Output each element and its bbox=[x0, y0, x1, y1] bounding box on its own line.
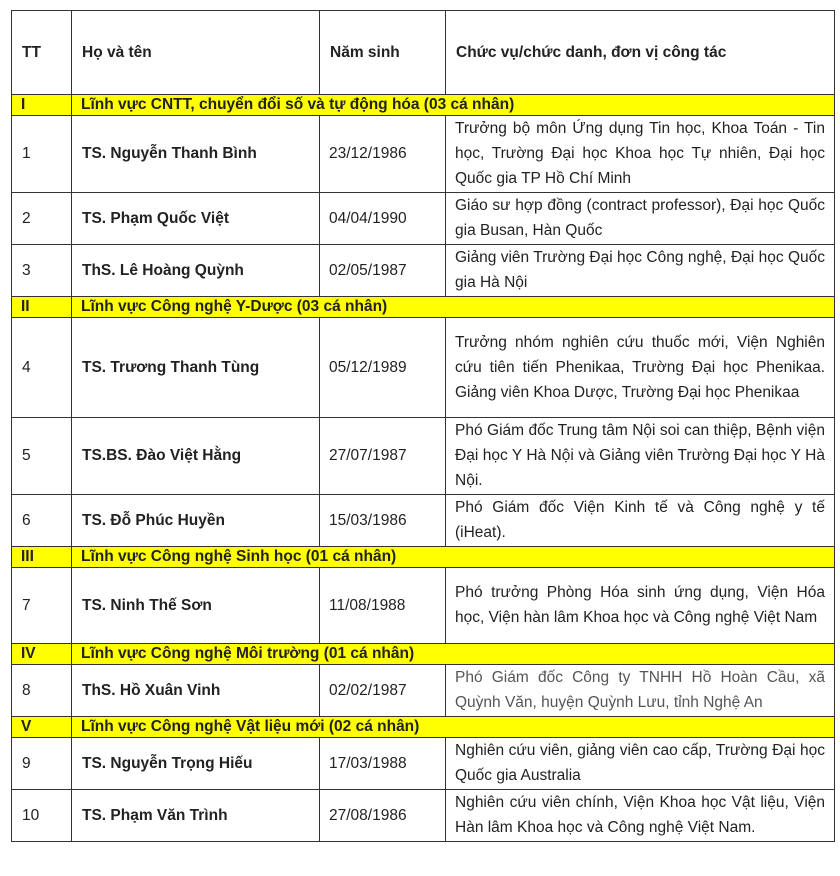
row-position: Phó Giám đốc Viện Kinh tế và Công nghệ y tế (iHeat). bbox=[446, 495, 835, 547]
table-row bbox=[12, 245, 835, 297]
table-row bbox=[12, 193, 835, 245]
header-position: Chức vụ/chức danh, đơn vị công tác bbox=[446, 11, 835, 95]
row-birth: 17/03/1988 bbox=[320, 738, 446, 790]
row-tt: 5 bbox=[12, 418, 72, 495]
row-tt: 3 bbox=[12, 245, 72, 297]
row-birth: 05/12/1989 bbox=[320, 318, 446, 418]
row-position: Phó Giám đốc Trung tâm Nội soi can thiệp, Bệnh viện Đại học Y Hà Nội và Giảng viên Trường Đại học Y Hà Nội. bbox=[446, 418, 835, 495]
header-name: Họ và tên bbox=[72, 11, 320, 95]
row-tt: 4 bbox=[12, 318, 72, 418]
section-num: II bbox=[12, 297, 72, 318]
section-title: Lĩnh vực Công nghệ Sinh học (01 cá nhân) bbox=[72, 547, 835, 568]
section-title: Lĩnh vực Công nghệ Vật liệu mới (02 cá nhân) bbox=[72, 717, 835, 738]
section-row bbox=[12, 717, 835, 738]
row-tt: 6 bbox=[12, 495, 72, 547]
row-tt: 9 bbox=[12, 738, 72, 790]
row-position: Giảng viên Trường Đại học Công nghệ, Đại học Quốc gia Hà Nội bbox=[446, 245, 835, 297]
row-name: TS. Đỗ Phúc Huyền bbox=[72, 495, 320, 547]
section-row bbox=[12, 547, 835, 568]
section-num: V bbox=[12, 717, 72, 738]
row-tt: 10 bbox=[12, 790, 72, 842]
section-num: IV bbox=[12, 644, 72, 665]
table-row bbox=[12, 318, 835, 418]
table-row bbox=[12, 116, 835, 193]
row-name: TS. Nguyễn Trọng Hiếu bbox=[72, 738, 320, 790]
section-row bbox=[12, 644, 835, 665]
row-tt: 7 bbox=[12, 568, 72, 644]
row-birth: 27/07/1987 bbox=[320, 418, 446, 495]
section-row bbox=[12, 297, 835, 318]
row-birth: 02/02/1987 bbox=[320, 665, 446, 717]
section-num: III bbox=[12, 547, 72, 568]
row-birth: 02/05/1987 bbox=[320, 245, 446, 297]
table-header-row bbox=[12, 11, 835, 95]
row-birth: 11/08/1988 bbox=[320, 568, 446, 644]
row-tt: 2 bbox=[12, 193, 72, 245]
row-name: TS. Ninh Thế Sơn bbox=[72, 568, 320, 644]
row-position: Phó trưởng Phòng Hóa sinh ứng dụng, Viện Hóa học, Viện hàn lâm Khoa học và Công nghệ Việt Nam bbox=[446, 568, 835, 644]
row-name: TS. Phạm Quốc Việt bbox=[72, 193, 320, 245]
section-num: I bbox=[12, 95, 72, 116]
row-position: Nghiên cứu viên, giảng viên cao cấp, Trường Đại học Quốc gia Australia bbox=[446, 738, 835, 790]
row-name: TS. Trương Thanh Tùng bbox=[72, 318, 320, 418]
awardee-table bbox=[11, 10, 835, 842]
row-position: Giáo sư hợp đồng (contract professor), Đại học Quốc gia Busan, Hàn Quốc bbox=[446, 193, 835, 245]
row-position: Nghiên cứu viên chính, Viện Khoa học Vật liệu, Viện Hàn lâm Khoa học và Công nghệ Việt Nam. bbox=[446, 790, 835, 842]
row-tt: 1 bbox=[12, 116, 72, 193]
row-name: TS. Nguyễn Thanh Bình bbox=[72, 116, 320, 193]
table-row bbox=[12, 495, 835, 547]
row-position: Trưởng nhóm nghiên cứu thuốc mới, Viện Nghiên cứu tiên tiến Phenikaa, Trường Đại học Phenikaa. Giảng viên Khoa Dược, Trường Đại học Phenikaa bbox=[446, 318, 835, 418]
table-row bbox=[12, 418, 835, 495]
row-name: TS. Phạm Văn Trình bbox=[72, 790, 320, 842]
row-birth: 04/04/1990 bbox=[320, 193, 446, 245]
row-birth: 15/03/1986 bbox=[320, 495, 446, 547]
section-title: Lĩnh vực Công nghệ Y-Dược (03 cá nhân) bbox=[72, 297, 835, 318]
section-row bbox=[12, 95, 835, 116]
row-tt: 8 bbox=[12, 665, 72, 717]
table-row bbox=[12, 790, 835, 842]
row-birth: 27/08/1986 bbox=[320, 790, 446, 842]
row-birth: 23/12/1986 bbox=[320, 116, 446, 193]
table-row bbox=[12, 738, 835, 790]
row-name: ThS. Lê Hoàng Quỳnh bbox=[72, 245, 320, 297]
row-position: Phó Giám đốc Công ty TNHH Hồ Hoàn Cầu, xã Quỳnh Văn, huyện Quỳnh Lưu, tỉnh Nghệ An bbox=[446, 665, 835, 717]
section-title: Lĩnh vực CNTT, chuyển đổi số và tự động hóa (03 cá nhân) bbox=[72, 95, 835, 116]
row-position: Trưởng bộ môn Ứng dụng Tin học, Khoa Toán - Tin học, Trường Đại học Khoa học Tự nhiên, Đại học Quốc gia TP Hồ Chí Minh bbox=[446, 116, 835, 193]
header-birth: Năm sinh bbox=[320, 11, 446, 95]
table-row bbox=[12, 665, 835, 717]
row-name: ThS. Hồ Xuân Vinh bbox=[72, 665, 320, 717]
section-title: Lĩnh vực Công nghệ Môi trường (01 cá nhân) bbox=[72, 644, 835, 665]
table-row bbox=[12, 568, 835, 644]
row-name: TS.BS. Đào Việt Hằng bbox=[72, 418, 320, 495]
header-tt: TT bbox=[12, 11, 72, 95]
